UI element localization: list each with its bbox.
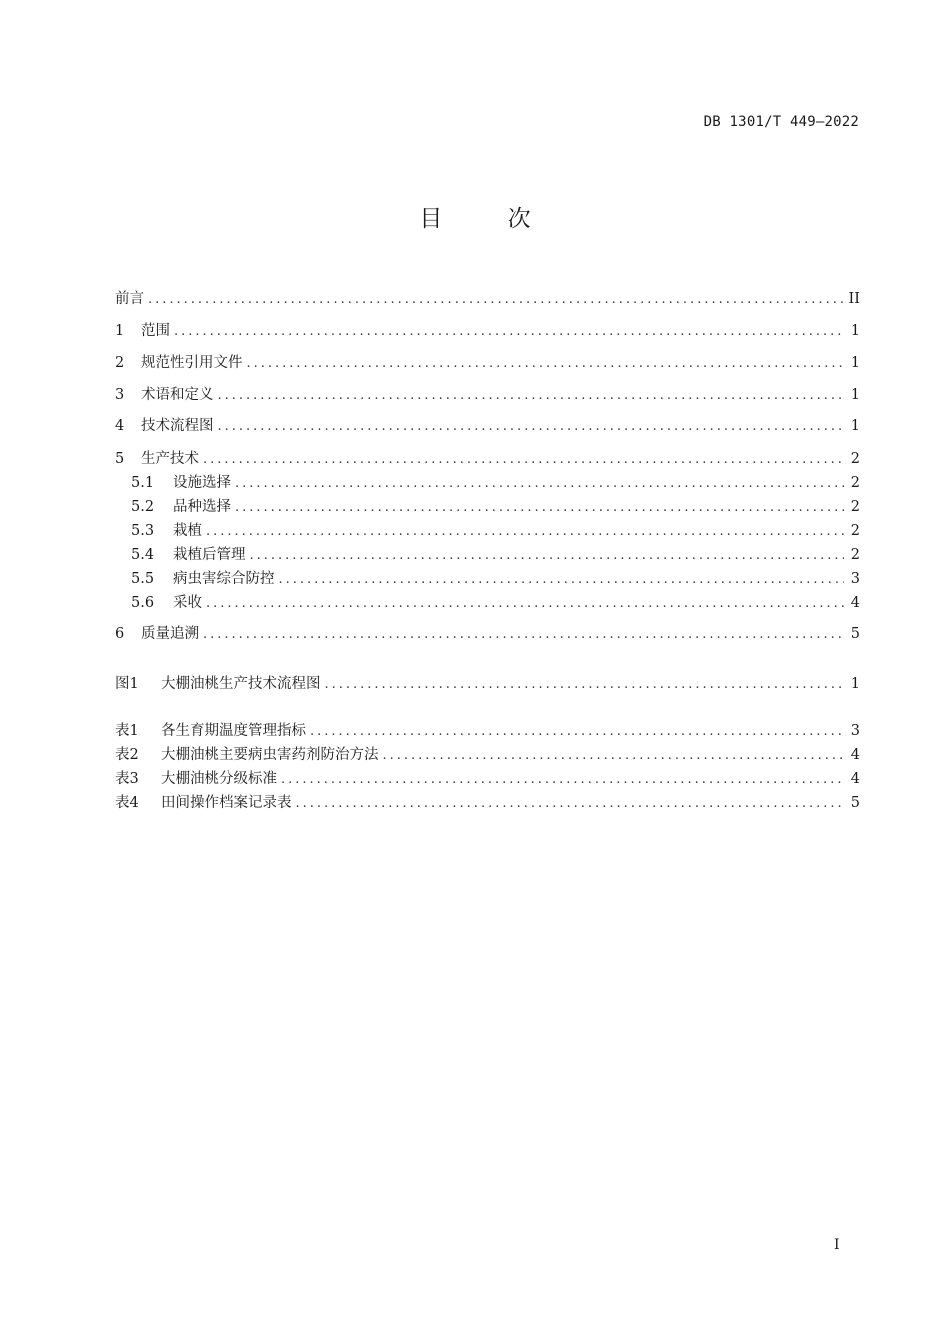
table-number: 表3 [115, 771, 139, 787]
table-label: 各生育期温度管理指标 [161, 723, 306, 739]
dot-leader [206, 594, 844, 614]
toc-page: 3 [850, 571, 860, 587]
table-number: 表4 [115, 795, 139, 811]
toc-number: 5.2 [131, 499, 155, 515]
toc-entry-2[interactable] [115, 353, 860, 373]
toc-page: 2 [850, 451, 860, 467]
figure-label: 大棚油桃生产技术流程图 [161, 676, 321, 692]
figure-number: 图1 [115, 676, 139, 692]
toc-entry-5-4[interactable] [131, 545, 860, 565]
toc-label: 生产技术 [141, 451, 199, 467]
toc-entry-5-1[interactable] [131, 473, 860, 493]
toc-entry-5-6[interactable] [131, 593, 860, 613]
table-label: 田间操作档案记录表 [161, 795, 292, 811]
toc-page: 1 [850, 323, 860, 339]
toc-label: 采收 [173, 595, 202, 611]
toc-label: 质量追溯 [141, 626, 199, 642]
dot-leader [203, 625, 844, 645]
dot-leader [148, 290, 843, 310]
document-code: DB 1301/T 449—2022 [703, 114, 859, 130]
table-entry-4[interactable] [115, 793, 860, 813]
toc-label: 前言 [115, 291, 144, 307]
toc-page: 2 [850, 499, 860, 515]
toc-label: 品种选择 [173, 499, 231, 515]
toc-number: 1 [115, 323, 125, 339]
dot-leader [247, 354, 845, 374]
toc-page: 5 [850, 626, 860, 642]
dot-leader [250, 546, 845, 566]
figure-entry-1[interactable] [115, 674, 860, 694]
dot-leader [235, 474, 844, 494]
toc-page: 2 [850, 547, 860, 563]
table-page: 4 [850, 771, 860, 787]
table-page: 5 [850, 795, 860, 811]
dot-leader [325, 675, 845, 695]
dot-leader [174, 322, 844, 342]
toc-page: 2 [850, 475, 860, 491]
toc-entry-5-5[interactable] [131, 569, 860, 589]
toc-entry-4[interactable] [115, 416, 860, 436]
figure-page: 1 [850, 676, 860, 692]
toc-page: 4 [850, 595, 860, 611]
toc-number: 5.4 [131, 547, 155, 563]
table-label: 大棚油桃分级标准 [161, 771, 277, 787]
toc-page: 1 [850, 418, 860, 434]
toc-number: 6 [115, 626, 125, 642]
toc-number: 5.5 [131, 571, 155, 587]
footer-page-number: I [834, 1237, 840, 1253]
dot-leader [279, 570, 845, 590]
toc-number: 5 [115, 451, 125, 467]
toc-label: 规范性引用文件 [141, 355, 243, 371]
table-entry-2[interactable] [115, 745, 860, 765]
toc-entry-5[interactable] [115, 449, 860, 469]
toc-page: 2 [850, 523, 860, 539]
toc-entry-6[interactable] [115, 624, 860, 644]
toc-entry-1[interactable] [115, 321, 860, 341]
dot-leader [218, 417, 845, 437]
table-entry-1[interactable] [115, 721, 860, 741]
toc-label: 栽植 [173, 523, 202, 539]
toc-entry-foreword[interactable] [115, 289, 860, 309]
toc-page: 1 [850, 387, 860, 403]
table-page: 4 [850, 747, 860, 763]
toc-entry-5-2[interactable] [131, 497, 860, 517]
toc-entry-3[interactable] [115, 385, 860, 405]
toc-number: 2 [115, 355, 125, 371]
dot-leader [310, 722, 844, 742]
toc-number: 5.1 [131, 475, 155, 491]
table-page: 3 [850, 723, 860, 739]
toc-number: 5.3 [131, 523, 155, 539]
toc-number: 4 [115, 418, 125, 434]
toc-number: 3 [115, 387, 125, 403]
toc-number: 5.6 [131, 595, 155, 611]
page-title: 目 次 [419, 206, 531, 232]
toc-label: 范围 [141, 323, 170, 339]
toc-label: 技术流程图 [141, 418, 214, 434]
dot-leader [281, 770, 844, 790]
toc-entry-5-3[interactable] [131, 521, 860, 541]
dot-leader [203, 450, 844, 470]
dot-leader [218, 386, 845, 406]
dot-leader [235, 498, 844, 518]
table-number: 表2 [115, 747, 139, 763]
table-entry-3[interactable] [115, 769, 860, 789]
toc-label: 设施选择 [173, 475, 231, 491]
table-number: 表1 [115, 723, 139, 739]
dot-leader [206, 522, 844, 542]
toc-page: II [848, 291, 860, 307]
table-label: 大棚油桃主要病虫害药剂防治方法 [161, 747, 379, 763]
toc-label: 病虫害综合防控 [173, 571, 275, 587]
toc-label: 术语和定义 [141, 387, 214, 403]
dot-leader [296, 794, 845, 814]
dot-leader [383, 746, 845, 766]
toc-page: 1 [850, 355, 860, 371]
toc-label: 栽植后管理 [173, 547, 246, 563]
